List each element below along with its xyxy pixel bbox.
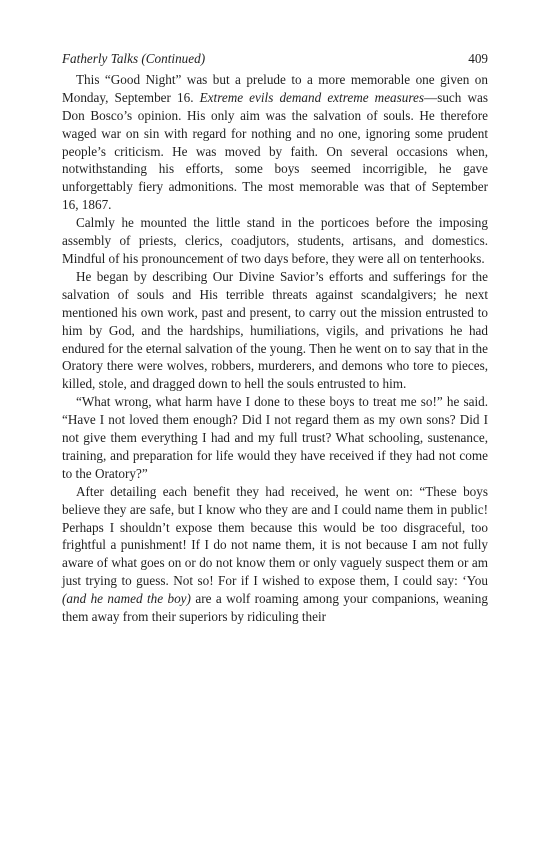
paragraph-5-emphasis: (and he named the boy) <box>62 591 191 607</box>
running-head <box>62 50 488 68</box>
running-title: Fatherly Talks (Continued) <box>62 51 206 66</box>
paragraph-1-text-b: —such was Don Bosco’s opinion. His only aim was the salvation of souls. He therefore waged war on sin with regard for nothing and no one, ignoring some prudent people’s criticism. He was moved by faith. On several occasions when, notwithstanding his efforts, some boys seemed incorrigible, he gave unforgettably fiery admonitions. The most memorable was that of September 16, 1867. <box>62 89 488 213</box>
paragraph-5-text-b: are a wolf roaming among your companions, weaning them away from their superiors by ridiculing their <box>62 591 488 625</box>
book-page <box>62 50 488 626</box>
paragraph-1-emphasis: Extreme evils demand extreme measures <box>199 89 425 105</box>
paragraph-3: He began by describing Our Divine Savior’s efforts and sufferings for the salvation of souls and His terrible threats against scandalgivers; he next mentioned his own work, past and present, to carry out the mission entrusted to him by God, and the hardships, humiliations, vigils, and privations he had endured for the eternal salvation of the young. Then he went on to say that in the Oratory there were wolves, robbers, murderers, and demons who tore to pieces, killed, stole, and dragged down to hell the souls entrusted to him. <box>62 268 488 392</box>
paragraph-5-text-a: After detailing each benefit they had received, he went on: “These boys believe they are safe, but I know who they are and I could name them in public! Perhaps I shouldn’t expose them because this would be too disgraceful, too frightful a punishment! If I do not name them, it is not because I am not fully aware of what goes on or do not know them or only vaguely suspect them or am just trying to guess. Not so! For if I wished to expose them, I could say: ‘You <box>62 483 488 589</box>
paragraph-1-text-a: This “Good Night” was but a prelude to a more memorable one given on Monday, September 16. <box>62 71 488 105</box>
paragraph-1 <box>62 71 488 214</box>
paragraph-2: Calmly he mounted the little stand in the porticoes before the imposing assembly of priests, clerics, coadjutors, students, artisans, and domestics. Mindful of his pronouncement of two days before, they were all on tenterhooks. <box>62 215 488 266</box>
paragraph-4: “What wrong, what harm have I done to these boys to treat me so!” he said. “Have I not loved them enough? Did I not regard them as my own sons? Did I not give them everything I had and my full trust? What schooling, sustenance, training, and preparation for life would they have received if they had not come to the Oratory?” <box>62 394 488 481</box>
paragraph-5 <box>62 483 488 626</box>
page-number: 409 <box>468 51 488 66</box>
